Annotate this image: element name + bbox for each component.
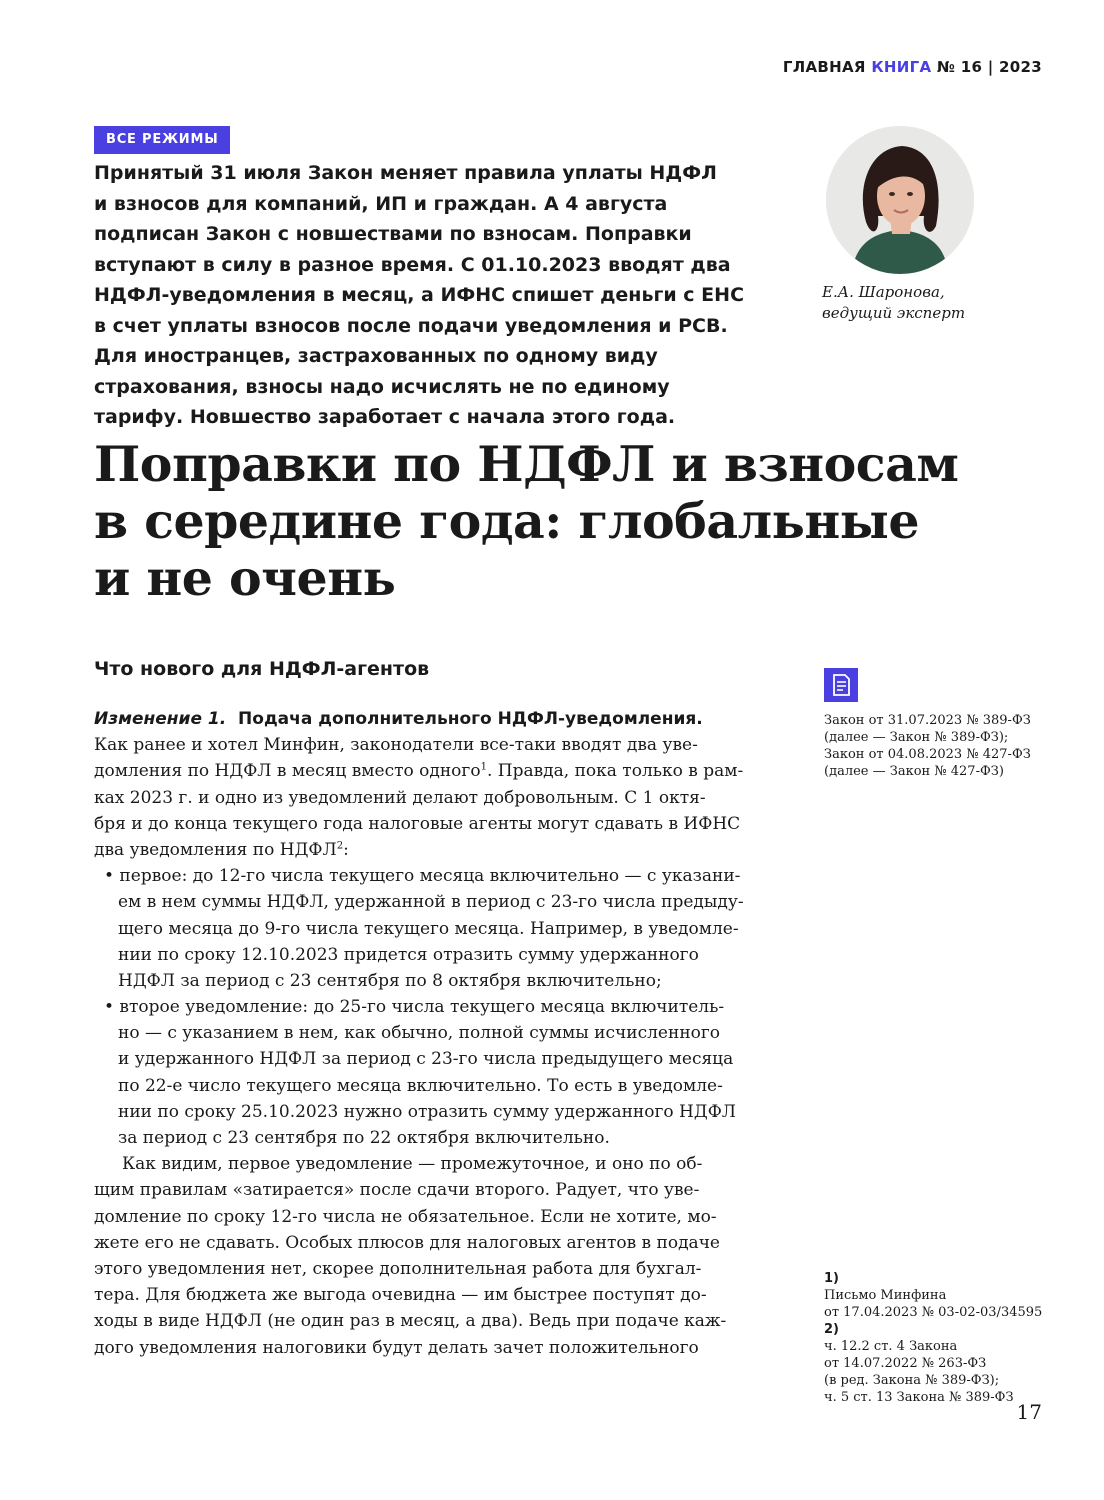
body-line: ках 2023 г. и одно из уведомлений делают добровольным. С 1 октя- <box>94 787 706 808</box>
author-name: Е.А. Шаронова, <box>822 283 945 301</box>
lead-line: тарифу. Новшество заработает с начала этого года. <box>94 406 676 428</box>
footnotes <box>824 1270 1042 1406</box>
body-line: домления по НДФЛ в месяц вместо одного$^1$. Правда, пока только в рам- <box>94 761 744 782</box>
body-line: щим правилам «затирается» после сдачи второго. Радует, что уве- <box>94 1180 700 1201</box>
title-line: в середине года: глобальные <box>94 492 920 550</box>
body-line: Как ранее и хотел Минфин, законодатели все-таки вводят два уве- <box>94 735 698 756</box>
article-body <box>94 706 774 1361</box>
page-number: 17 <box>1016 1400 1042 1424</box>
law-reference-line: (далее — Закон № 389-ФЗ); <box>824 730 1009 745</box>
title-line: Поправки по НДФЛ и взносам <box>94 435 959 493</box>
bullet-line: ем в нем суммы НДФЛ, удержанной в период с 23-го числа предыду- <box>118 892 744 913</box>
law-references <box>824 712 1031 780</box>
body-line: тера. Для бюджета же выгода очевидна — им быстрее поступят до- <box>94 1285 707 1306</box>
title-line: и не очень <box>94 549 396 607</box>
footnote-line: от 14.07.2022 № 263-ФЗ <box>824 1356 987 1371</box>
body-line: ходы в виде НДФЛ (не один раз в месяц, а два). Ведь при подаче каж- <box>94 1311 727 1332</box>
bullet-line: • первое: до 12-го числа текущего месяца включительно — с указани- <box>104 866 741 887</box>
law-reference-line: Закон от 31.07.2023 № 389-ФЗ <box>824 713 1031 728</box>
change-title: Подача дополнительного НДФЛ-уведомления. <box>238 709 703 729</box>
law-reference-line: Закон от 04.08.2023 № 427-ФЗ <box>824 747 1031 762</box>
brand-main: ГЛАВНАЯ <box>782 58 872 76</box>
footnote-line: ч. 5 ст. 13 Закона № 389-ФЗ <box>824 1390 1014 1405</box>
law-reference-line: (далее — Закон № 427-ФЗ) <box>824 764 1004 779</box>
author-portrait-illustration <box>826 126 974 274</box>
author-caption <box>822 282 965 324</box>
footnote-2: 2) ч. 12.2 ст. 4 Закона <box>824 1322 958 1354</box>
lead-line: Для иностранцев, застрахованных по одному виду <box>94 345 658 367</box>
body-line: два уведомления по НДФЛ$^2$: <box>94 839 349 860</box>
body-line: домление по сроку 12-го числа не обязательное. Если не хотите, мо- <box>94 1206 717 1227</box>
bullet-line: за период с 23 сентября по 22 октября включительно. <box>118 1128 610 1148</box>
lead-line: НДФЛ-уведомления в месяц, а ИФНС спишет деньги с ЕНС <box>94 284 745 306</box>
category-tag: ВСЕ РЕЖИМЫ <box>94 126 230 154</box>
author-photo <box>826 126 974 274</box>
lead-line: в счет уплаты взносов после подачи уведомления и РСВ. <box>94 314 728 337</box>
bullet-line: нии по сроку 25.10.2023 нужно отразить сумму удержанного НДФЛ <box>118 1101 736 1122</box>
body-line: Как видим, первое уведомление — промежуточное, и оно по об- <box>122 1154 703 1175</box>
lead-line: Принятый 31 июля Закон меняет правила уплаты НДФЛ <box>94 162 717 184</box>
brand-accent: КНИГА <box>871 58 932 76</box>
lead-line: и взносов для компаний, ИП и граждан. А 4 августа <box>94 192 668 215</box>
lead-line: страхования, взносы надо исчислять не по единому <box>94 375 670 398</box>
bullet-line: нии по сроку 12.10.2023 придется отразить сумму удержанного <box>118 944 699 965</box>
body-line: дого уведомления налоговики будут делать зачет положительного <box>94 1337 699 1358</box>
footnote-1: 1) Письмо Минфина <box>824 1271 947 1303</box>
bullet-line: НДФЛ за период с 23 сентября по 8 октября включительно; <box>118 970 662 991</box>
running-header <box>783 58 1042 76</box>
bullet-line: по 22-е число текущего месяца включительно. То есть в уведомле- <box>118 1075 723 1096</box>
issue-number: № 16 | 2023 <box>931 58 1042 76</box>
footnote-line: (в ред. Закона № 389-ФЗ); <box>824 1373 1000 1388</box>
bullet-line: и удержанного НДФЛ за период с 23-го числа предыдущего месяца <box>118 1049 734 1070</box>
body-line: этого уведомления нет, скорее дополнительная работа для бухгал- <box>94 1258 702 1279</box>
footnote-ref[interactable]: 1 <box>480 761 487 773</box>
change-label: Изменение 1. <box>94 709 227 729</box>
bullet-line: но — с указанием в нем, как обычно, полной суммы исчисленного <box>118 1023 721 1044</box>
body-line: жете его не сдавать. Особых плюсов для налоговых агентов в подаче <box>94 1232 720 1253</box>
bullet-line: щего месяца до 9-го числа текущего месяца. Например, в уведомле- <box>118 918 739 939</box>
lead-paragraph <box>94 158 794 433</box>
author-role: ведущий эксперт <box>822 304 966 322</box>
document-icon <box>824 668 858 702</box>
section-heading: Что нового для НДФЛ-агентов <box>94 658 430 680</box>
lead-line: вступают в силу в разное время. С 01.10.2023 вводят два <box>94 253 731 276</box>
article-title <box>94 436 958 607</box>
footnote-ref[interactable]: 2 <box>336 840 344 852</box>
bullet-line: • второе уведомление: до 25-го числа текущего месяца включитель- <box>104 997 725 1018</box>
body-line: бря и до конца текущего года налоговые агенты могут сдавать в ИФНС <box>94 813 741 834</box>
footnote-line: от 17.04.2023 № 03-02-03/34595 <box>824 1305 1043 1320</box>
change-heading <box>94 706 774 732</box>
lead-line: подписан Закон с новшествами по взносам. Поправки <box>94 223 692 245</box>
